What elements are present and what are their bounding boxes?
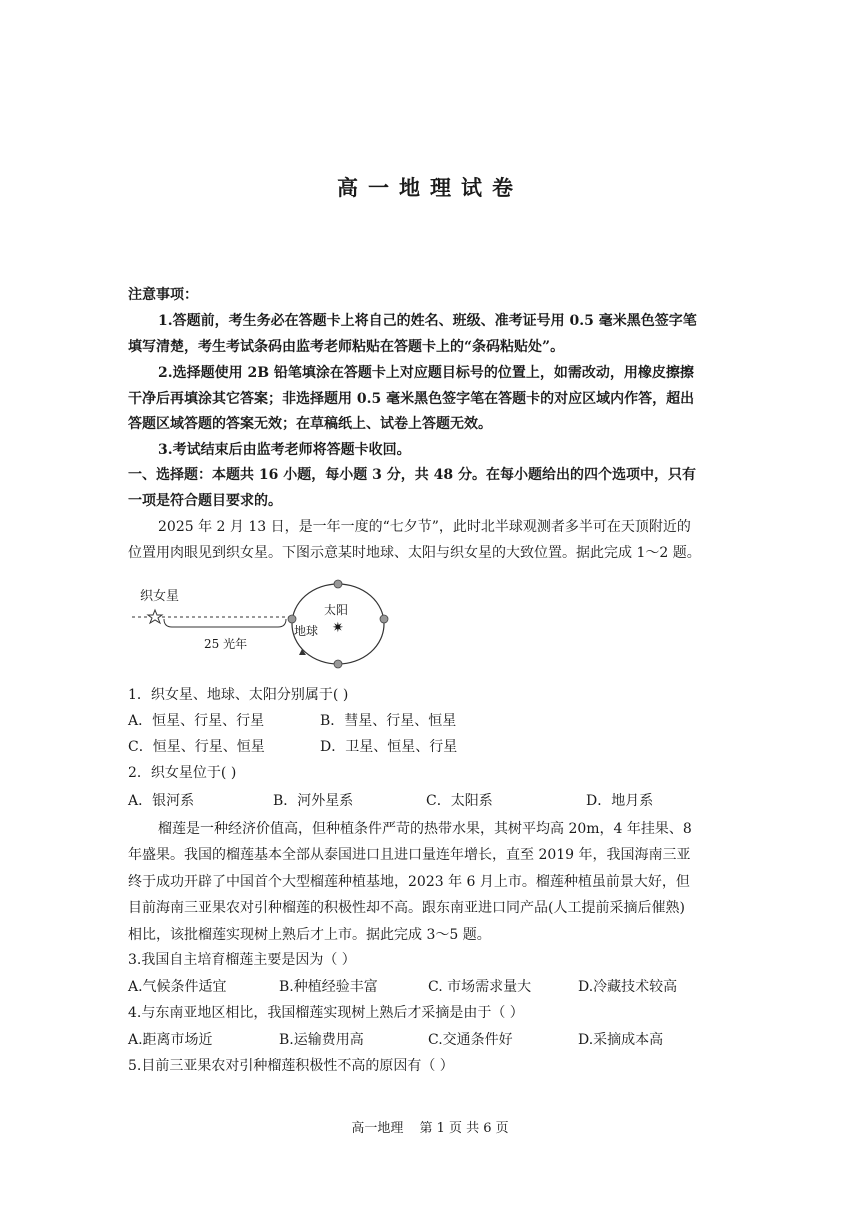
vega-label: 织女星: [140, 589, 180, 604]
orbit-point-top: [334, 580, 342, 588]
vega-star-icon: [148, 610, 162, 623]
q3-option-c: C. 市场需求量大: [428, 979, 532, 995]
q2-option-d: D．地月系: [586, 793, 654, 809]
distance-label: 25 光年: [204, 637, 248, 651]
q1-option-c: C．恒星、行星、恒星: [128, 739, 265, 755]
passage-1-line-2: 位置用肉眼见到织女星。下图示意某时地球、太阳与织女星的大致位置。据此完成 1～2 题。: [128, 545, 701, 561]
q3-option-a: A.气候条件适宜: [128, 979, 227, 995]
q1-option-d: D．卫星、恒星、行星: [320, 739, 458, 755]
passage-2-line-3: 终于成功开辟了中国首个大型榴莲种植基地，2023 年 6 月上市。榴莲种植虽前景大好，但: [128, 874, 690, 890]
notice-item-2-line-2: 干净后再填涂其它答案；非选择题用 0.5 毫米黑色签字笔在答题卡的对应区域内作答，超出: [128, 391, 695, 407]
q1-option-b: B．彗星、行星、恒星: [320, 713, 457, 729]
q5-stem: 5.目前三亚果农对引种榴莲积极性不高的原因有（ ）: [128, 1058, 454, 1074]
section-1-heading-line-1: 一、选择题：本题共 16 小题，每小题 3 分，共 48 分。在每小题给出的四个选项中，只有: [128, 467, 696, 483]
orbit-point-right: [380, 615, 388, 623]
sun-icon: ✷: [332, 620, 344, 636]
earth-label: 地球: [294, 624, 319, 638]
notice-item-2-line-1: 2.选择题使用 2B 铅笔填涂在答题卡上对应题目标号的位置上，如需改动，用橡皮擦擦: [158, 365, 694, 381]
q3-option-b: B.种植经验丰富: [279, 979, 378, 995]
passage-2-line-1: 榴莲是一种经济价值高，但种植条件严苛的热带水果，其树平均高 20m，4 年挂果、8: [158, 821, 692, 837]
q4-option-b: B.运输费用高: [279, 1032, 364, 1048]
notice-item-2-line-3: 答题区域答题的答案无效；在草稿纸上、试卷上答题无效。: [128, 416, 492, 432]
q3-stem: 3.我国自主培育榴莲主要是因为（ ）: [128, 952, 356, 968]
notice-heading: 注意事项：: [128, 287, 198, 303]
q4-option-a: A.距离市场近: [128, 1032, 213, 1048]
q1-stem: 1．织女星、地球、太阳分别属于( ): [128, 687, 349, 703]
q2-option-b: B．河外星系: [273, 793, 354, 809]
sun-label: 太阳: [324, 603, 349, 617]
passage-2-line-2: 年盛果。我国的榴莲基本全部从泰国进口且进口量连年增长，直至 2019 年，我国海南三亚: [128, 847, 691, 863]
footer-page-info: 第 1 页 共 6 页: [419, 1121, 509, 1136]
notice-item-1-line-2: 填写清楚，考生考试条码由监考老师粘贴在答题卡上的“条码粘贴处”。: [128, 339, 565, 355]
orbit-figure: [128, 575, 408, 675]
q4-option-c: C.交通条件好: [428, 1032, 513, 1048]
page-footer: [0, 1117, 860, 1136]
q2-option-a: A．银河系: [128, 793, 195, 809]
q3-option-d: D.冷藏技术较高: [578, 979, 678, 995]
notice-item-3: 3.考试结束后由监考老师将答题卡收回。: [158, 442, 411, 458]
notice-item-1-line-1: 1.答题前，考生务必在答题卡上将自己的姓名、班级、准考证号用 0.5 毫米黑色签字笔: [158, 313, 697, 329]
page-title: 高一地理试卷: [337, 176, 523, 200]
orbit-point-bottom: [334, 660, 342, 668]
q2-option-c: C．太阳系: [426, 793, 493, 809]
section-1-heading-line-2: 一项是符合题目要求的。: [128, 493, 282, 509]
q4-option-d: D.采摘成本高: [578, 1032, 664, 1048]
q2-stem: 2．织女星位于( ): [128, 765, 237, 781]
footer-subject: 高一地理: [351, 1121, 404, 1136]
earth-point: [288, 615, 296, 623]
q1-option-a: A．恒星、行星、行星: [128, 713, 265, 729]
passage-1-line-1: 2025 年 2 月 13 日，是一年一度的“七夕节”，此时北半球观测者多半可在天顶附近的: [158, 519, 691, 535]
q4-stem: 4.与东南亚地区相比，我国榴莲实现树上熟后才采摘是由于（ ）: [128, 1005, 524, 1021]
passage-2-line-4: 目前海南三亚果农对引种榴莲的积极性却不高。跟东南亚进口同产品(人工提前采摘后催熟): [128, 900, 685, 916]
distance-bracket: [164, 619, 286, 627]
passage-2-line-5: 相比，该批榴莲实现树上熟后才上市。据此完成 3～5 题。: [128, 927, 491, 943]
